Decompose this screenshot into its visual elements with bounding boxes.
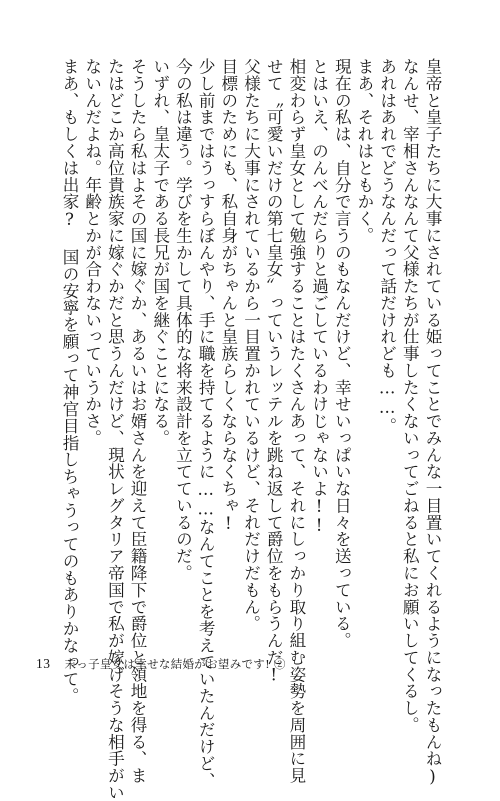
text-line: たはどこか高位貴族家に嫁ぐかだと思うんだけど、現状レグタリア帝国で私が嫁げそうな相手がい [105,58,125,801]
text-line: 少し前まではうっすらぼんやり、手に職を持てるように……なんてことを考えていたんだけど、 [196,58,216,789]
page-footer [36,656,286,672]
text-line: せて〝可愛いだけの第七皇女〟っていうレッテルを跳ね返して爵位をもらうんだ! [264,58,284,685]
text-line: まあ、もしくは出家? 国の安寧を願って神官目指しちゃうってのもありかなって。 [60,58,79,705]
text-line: 皇帝と皇子たちに大事にされている姫ってことでみんな一目置いてくれるようになったもんね) [423,58,442,787]
text-line: ないんだよね。年齢とかが合わないっていうかさ。 [82,58,102,447]
text-line: そうしたら私はよその国に嫁ぐか、あるいはお婿さんを迎えて臣籍降下で爵位と領地を得る、ま [128,58,148,784]
text-line: まあ、それはともかく。 [354,58,374,244]
page-number: 13 [36,656,51,671]
text-line: あれはあれでどうなんだって話だけれども……。 [377,58,397,435]
text-line: いずれ、皇太子である長兄が国を継ぐことになる。 [150,58,170,447]
text-line: 現在の私は、自分で言うのもなんだけど、幸せいっぱいな日々を送っている。 [332,58,352,649]
text-line: 父様たちに大事にされているから一目置かれているけど、それだけだもん。 [241,58,261,632]
text-line: 今の私は違う。学びを生かして具体的な将来設計を立てているのだ。 [173,58,193,582]
text-line: なんせ、宰相さんなんて父様たちが仕事したくないってごねると私にお願いしてくるし。 [400,58,420,734]
text-line: とはいえ、のんべんだらりと過ごしているわけじゃないよ!! [309,58,329,536]
text-line: 相変わらず皇女として勉強することはたくさんあって、それにしっかり取り組む姿勢を周囲に見 [286,58,306,784]
running-title: 末っ子皇女は幸せな結婚がお望みです! ② [64,657,286,671]
text-line: 目標のためにも、私自身がちゃんと皇族らしくならなくちゃ! [218,58,238,534]
